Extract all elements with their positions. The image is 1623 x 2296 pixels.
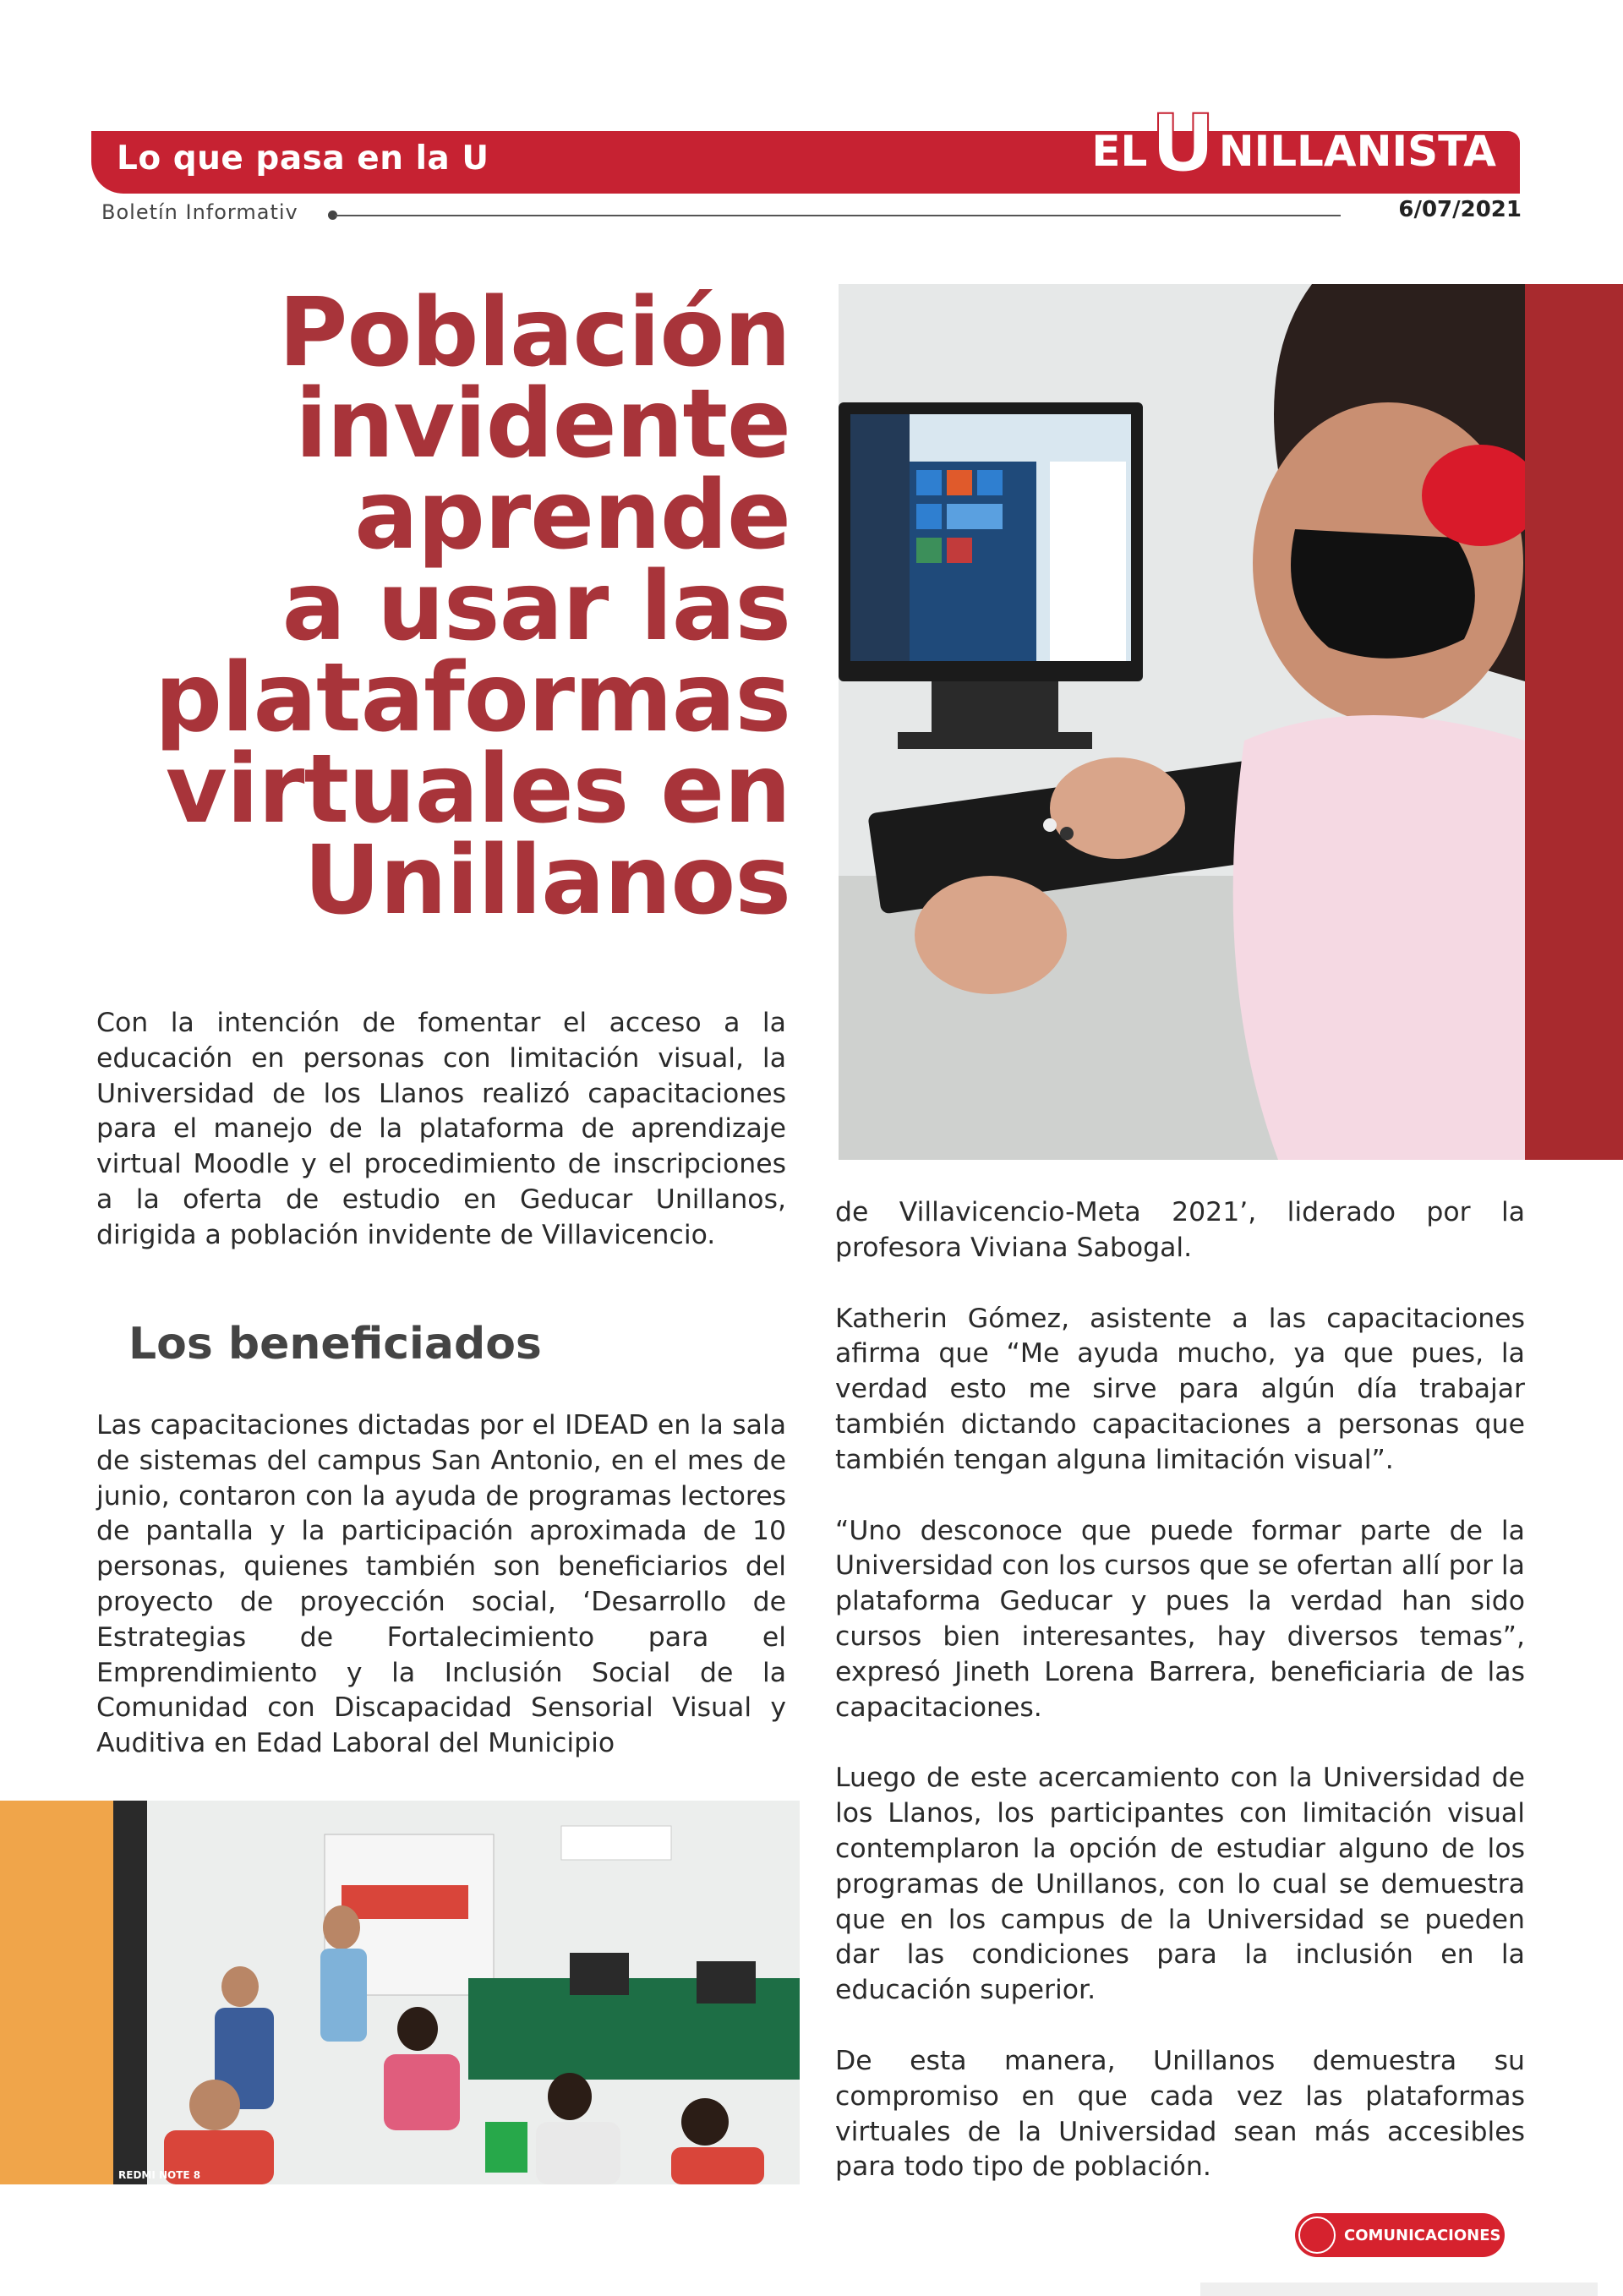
headline-line: invidente bbox=[295, 369, 790, 479]
brand-u: U bbox=[1150, 98, 1216, 190]
photo-classroom bbox=[113, 1801, 800, 2184]
brand-prefix: EL bbox=[1091, 127, 1148, 177]
paragraph: Luego de este acercamiento con la Universidad de los Llanos, los participantes con limitación visual contemplaron la opción de estudiar alguno de los programas de Unillanos, con lo cual se demuestra que en los campus de la Universidad se pueden dar las condiciones para la inclusión en la educación superior. bbox=[835, 1763, 1525, 2006]
intro-paragraph: Con la intención de fomentar el acceso a la educación en personas con limitación visual, la Universidad de los Llanos realizó capacitaciones para el manejo de la plataforma de aprendizaje virtual Moodle y el procedimiento de inscripciones a la oferta de estudio en Geducar Unillanos, dirigida a población invidente de Villavicencio. bbox=[96, 1008, 786, 1250]
paragraph: “Uno desconoce que puede formar parte de la Universidad con los cursos que se ofertan allí por la plataforma Geducar y pues la verdad han sido cursos bien interesantes, hay diversos temas”, expresó Jineth Lorena Barrera, beneficiaria de las capacitaciones. bbox=[835, 1515, 1525, 1723]
photo-watermark: REDMI NOTE 8 bbox=[118, 2169, 201, 2181]
section-heading: Los beneficiados bbox=[128, 1319, 542, 1369]
photo-student-computer bbox=[839, 284, 1525, 1160]
accent-bar-orange bbox=[0, 1801, 113, 2184]
body-right-column bbox=[835, 1195, 1525, 2221]
headline-line: plataformas bbox=[154, 643, 790, 753]
photo-illustration bbox=[839, 284, 1525, 1160]
accent-bar-red bbox=[1525, 284, 1623, 1160]
paragraph: de Villavicencio-Meta 2021’, liderado por la profesora Viviana Sabogal. bbox=[835, 1197, 1525, 1263]
headline-line: Unillanos bbox=[303, 826, 790, 936]
headline-line: Población bbox=[278, 278, 790, 388]
divider-line bbox=[335, 215, 1341, 216]
photo-illustration bbox=[113, 1801, 800, 2184]
header-band bbox=[91, 98, 1520, 194]
footer-label: COMUNICACIONES bbox=[1344, 2226, 1501, 2244]
footer-badge bbox=[1295, 2213, 1505, 2257]
comunicaciones-logo-icon bbox=[1298, 2217, 1336, 2254]
footer-shade bbox=[1200, 2282, 1598, 2296]
body-left-paragraph: Las capacitaciones dictadas por el IDEAD en la sala de sistemas del campus San Antonio, en el mes de junio, contaron con la ayuda de programas lectores de pantalla y la participación aproximada de 10 personas, quienes también son beneficiarios del proyecto de proyección social, ‘Desarrollo de Estrategias de Fortalecimiento para el Emprendimiento y la Inclusión Social de la Comunidad con Discapacidad Sensorial Visual y Auditiva en Edad Laboral del Municipio bbox=[96, 1410, 786, 1759]
paragraph: Katherin Gómez, asistente a las capacitaciones afirma que “Me ayuda mucho, ya que pues, la verdad esto me sirve para algún día trabajar también dictando capacitaciones a personas que también tengan alguna limitación visual”. bbox=[835, 1303, 1525, 1475]
headline-line: a usar las bbox=[281, 552, 790, 662]
section-label: Lo que pasa en la U bbox=[117, 139, 489, 178]
bulletin-subtitle: Boletín Informativ bbox=[101, 200, 298, 224]
brand-logo bbox=[1091, 98, 1496, 190]
issue-date: 6/07/2021 bbox=[1398, 197, 1522, 222]
paragraph: De esta manera, Unillanos demuestra su compromiso en que cada vez las plataformas virtuales de la Universidad sean más accesibles para todo tipo de población. bbox=[835, 2045, 1525, 2183]
headline bbox=[80, 278, 790, 936]
brand-suffix: NILLANISTA bbox=[1218, 127, 1496, 177]
headline-line: aprende bbox=[354, 461, 790, 571]
headline-line: virtuales en bbox=[165, 735, 790, 845]
